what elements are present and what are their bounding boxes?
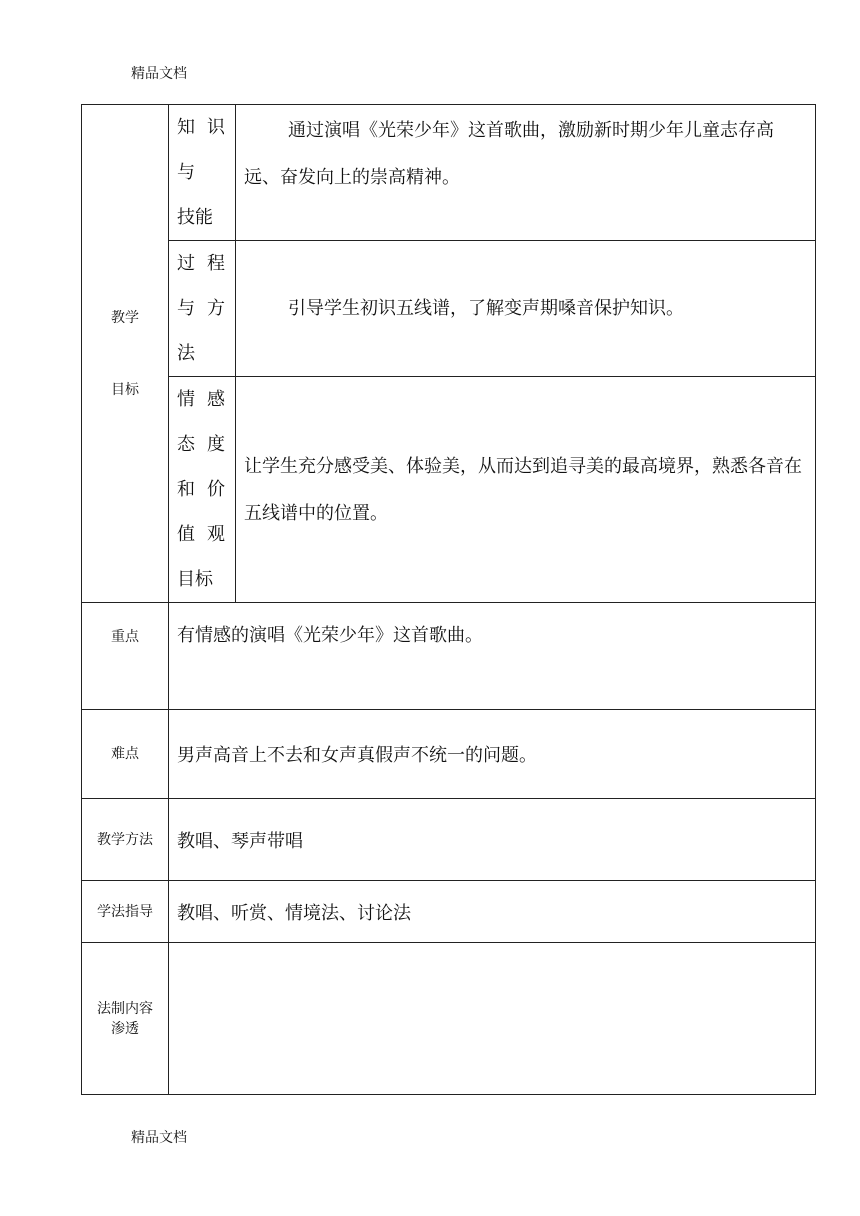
process-sub-line3: 法 [177, 343, 195, 364]
emotion-text: 让学生充分感受美、体验美，从而达到追寻美的最高境界，熟悉各音在五线谱中的位置。 [236, 377, 816, 603]
goals-label-cell [82, 105, 169, 603]
process-sub-line1: 过 程 [177, 253, 225, 274]
process-sub-cell [169, 241, 236, 377]
key-point-label: 重点 [82, 603, 169, 710]
goals-label-line2: 目标 [111, 381, 139, 398]
lesson-plan-table [81, 104, 816, 1095]
row-key-point [82, 603, 816, 710]
row-knowledge [82, 105, 816, 241]
method-label: 教学方法 [82, 799, 169, 881]
goals-label-line1: 教学 [111, 309, 139, 326]
emotion-sub-line1: 情 感 [177, 389, 225, 410]
row-emotion [82, 377, 816, 603]
knowledge-sub-line3: 技能 [177, 207, 213, 228]
process-sub-line2: 与 方 [177, 298, 225, 319]
knowledge-sub-cell [169, 105, 236, 241]
difficulty-label: 难点 [82, 710, 169, 799]
row-process [82, 241, 816, 377]
emotion-sub-line2: 态 度 [177, 434, 225, 455]
key-point-text: 有情感的演唱《光荣少年》这首歌曲。 [169, 603, 816, 710]
process-text: 引导学生初识五线谱，了解变声期嗓音保护知识。 [236, 241, 816, 377]
row-law [82, 943, 816, 1095]
page-header: 精品文档 [131, 66, 187, 82]
row-difficulty [82, 710, 816, 799]
knowledge-sub-line1: 知 识 [177, 117, 225, 138]
emotion-sub-line4: 值 观 [177, 524, 225, 545]
study-text: 教唱、听赏、情境法、讨论法 [169, 881, 816, 943]
page-footer: 精品文档 [131, 1130, 187, 1146]
difficulty-text: 男声高音上不去和女声真假声不统一的问题。 [169, 710, 816, 799]
emotion-sub-cell [169, 377, 236, 603]
row-method [82, 799, 816, 881]
law-label-line1: 法制内容 [97, 1000, 153, 1017]
study-label: 学法指导 [82, 881, 169, 943]
law-label-line2: 渗透 [111, 1020, 139, 1037]
emotion-sub-line3: 和 价 [177, 479, 225, 500]
emotion-sub-line5: 目标 [177, 569, 213, 590]
knowledge-text: 通过演唱《光荣少年》这首歌曲，激励新时期少年儿童志存高远、奋发向上的崇高精神。 [236, 105, 816, 241]
method-text: 教唱、琴声带唱 [169, 799, 816, 881]
row-study [82, 881, 816, 943]
law-text [169, 943, 816, 1095]
law-label-cell [82, 943, 169, 1095]
knowledge-sub-line2: 与 [177, 162, 195, 183]
